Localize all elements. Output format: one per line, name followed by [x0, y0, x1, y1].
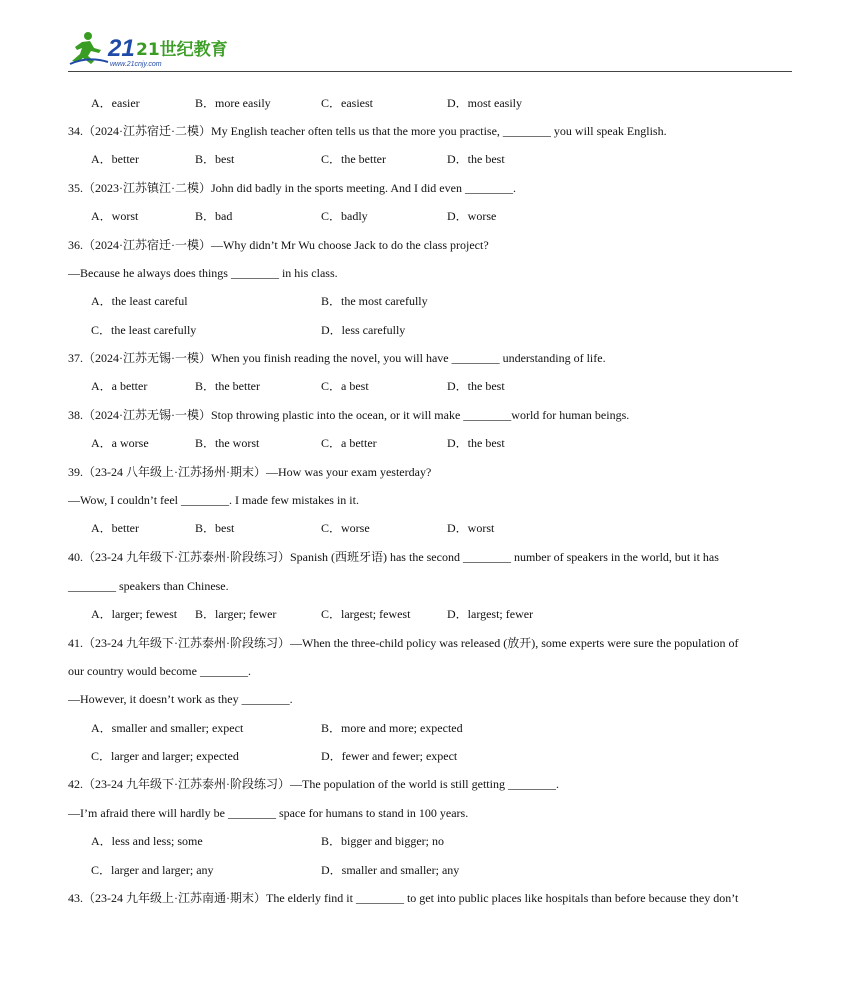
question-line: 37.（2024·江苏无锡·一模）When you finish reading the novel, you will have ________ understanding of life.	[68, 351, 606, 365]
answer-option: D．the best	[447, 436, 505, 450]
brand-logo	[68, 28, 228, 68]
answer-option: D．fewer and fewer; expect	[321, 749, 458, 763]
answer-option: B．the better	[195, 379, 260, 393]
answer-option: C．easiest	[321, 96, 373, 110]
question-line: our country would become ________.	[68, 664, 251, 678]
answer-option: C．the least carefully	[91, 323, 197, 337]
answer-option: A．less and less; some	[91, 834, 203, 848]
answer-option: D．the best	[447, 152, 505, 166]
answer-option: C．larger and larger; any	[91, 863, 214, 877]
answer-option: B．best	[195, 521, 235, 535]
question-line: 34.（2024·江苏宿迁·二模）My English teacher often tells us that the more you practise, ________ you will speak English.	[68, 124, 667, 138]
question-line: —Wow, I couldn’t feel ________. I made few mistakes in it.	[68, 493, 359, 507]
answer-option: B．more easily	[195, 96, 271, 110]
answer-option: A．better	[91, 521, 139, 535]
logo-brand-text: 21世纪教育	[136, 40, 228, 60]
svg-text:21: 21	[108, 35, 135, 62]
answer-option: B．best	[195, 152, 235, 166]
answer-option: D．worse	[447, 209, 497, 223]
answer-option: D．smaller and smaller; any	[321, 863, 460, 877]
answer-option: C．a best	[321, 379, 369, 393]
header-divider	[68, 71, 792, 72]
answer-option: C．worse	[321, 521, 370, 535]
answer-option: B．larger; fewer	[195, 607, 277, 621]
answer-option: B．more and more; expected	[321, 721, 463, 735]
page-header	[68, 26, 792, 74]
question-line: 35.（2023·江苏镇江·二模）John did badly in the sports meeting. And I did even ________.	[68, 181, 516, 195]
answer-option: C．the better	[321, 152, 386, 166]
answer-option: B．the worst	[195, 436, 260, 450]
answer-option: A．worst	[91, 209, 139, 223]
answer-option: C．a better	[321, 436, 377, 450]
answer-option: A．smaller and smaller; expect	[91, 721, 244, 735]
answer-option: C．larger and larger; expected	[91, 749, 239, 763]
question-line: —Because he always does things ________ in his class.	[68, 266, 338, 280]
answer-option: B．bigger and bigger; no	[321, 834, 444, 848]
question-line: 43.（23-24 九年级上·江苏南通·期末）The elderly find it ________ to get into public places like hospitals than before because they don’t	[68, 891, 739, 905]
answer-option: B．bad	[195, 209, 233, 223]
answer-option: B．the most carefully	[321, 294, 428, 308]
question-line: —However, it doesn’t work as they ________.	[68, 692, 293, 706]
answer-option: D．worst	[447, 521, 495, 535]
answer-option: D．largest; fewer	[447, 607, 534, 621]
question-line: 39.（23-24 八年级上·江苏扬州·期末）—How was your exam yesterday?	[68, 465, 432, 479]
answer-option: A．better	[91, 152, 139, 166]
runner-logo-icon	[68, 28, 228, 70]
answer-option: A．larger; fewest	[91, 607, 178, 621]
answer-option: A．a better	[91, 379, 148, 393]
question-line: 40.（23-24 九年级下·江苏泰州·阶段练习）Spanish (西班牙语) has the second ________ number of speakers in the world, but it has	[68, 550, 719, 564]
answer-option: D．most easily	[447, 96, 522, 110]
answer-option: C．badly	[321, 209, 368, 223]
question-line: 36.（2024·江苏宿迁·一模）—Why didn’t Mr Wu choose Jack to do the class project?	[68, 238, 489, 252]
answer-option: C．largest; fewest	[321, 607, 411, 621]
question-line: ________ speakers than Chinese.	[68, 579, 229, 593]
question-line: 42.（23-24 九年级下·江苏泰州·阶段练习）—The population of the world is still getting ________.	[68, 777, 559, 791]
answer-option: A．the least careful	[91, 294, 188, 308]
answer-option: A．easier	[91, 96, 140, 110]
logo-url-text: www.21cnjy.com	[110, 61, 162, 68]
answer-option: D．the best	[447, 379, 505, 393]
question-line: 38.（2024·江苏无锡·一模）Stop throwing plastic into the ocean, or it will make ________world for human beings.	[68, 408, 630, 422]
answer-option: D．less carefully	[321, 323, 406, 337]
question-line: 41.（23-24 九年级下·江苏泰州·阶段练习）—When the three-child policy was released (放开), some experts were sure the population of	[68, 636, 739, 650]
question-line: —I’m afraid there will hardly be ________ space for humans to stand in 100 years.	[68, 806, 469, 820]
answer-option: A．a worse	[91, 436, 149, 450]
